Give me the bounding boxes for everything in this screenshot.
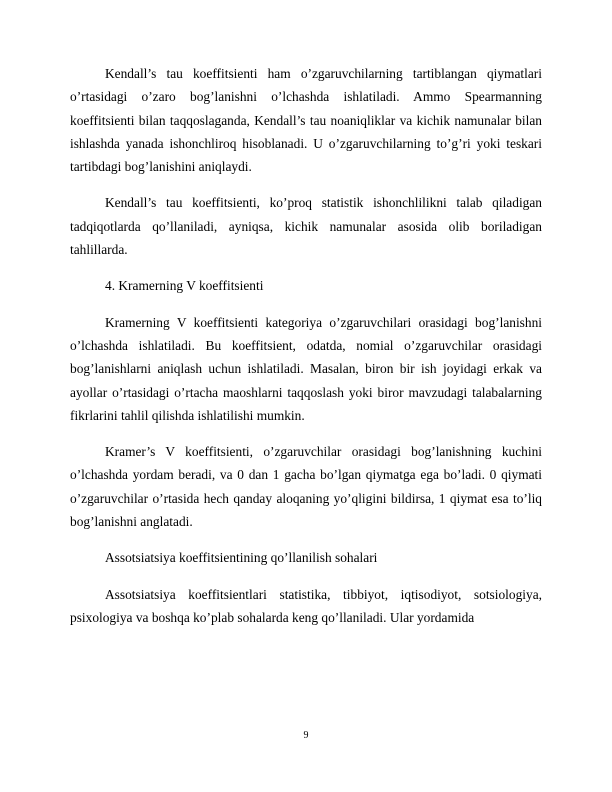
paragraph-kendall-tau-usage: Kendall’s tau koeffitsienti, ko’proq statistik ishonchlilikni talab qiladigan tadqiqotlarda qo’llaniladi, ayniqsa, kichik namunalar asosida olib boriladigan tahlillarda. — [70, 195, 542, 258]
document-page — [70, 62, 542, 642]
paragraph-association-applications: Assotsiatsiya koeffitsientlari statistika, tibbiyot, iqtisodiyot, sotsiologiya, psixologiya va boshqa ko’plab sohalarda keng qo’llaniladi. Ular yordamida — [70, 586, 542, 625]
page-number: 9 — [303, 730, 309, 741]
paragraph-kramer-v-intro: Kramerning V koeffitsienti kategoriya o’zgaruvchilari orasidagi bog’lanishni o’lchashda ishlatiladi. Bu koeffitsient, odatda, nomial o’zgaruvchilar orasidagi bog’lanishlarni aniqlash uchun ishlatiladi. Masalan, biron bir ish joyidagi erkak va ayollar o’rtasidagi o’rtacha maoshlarni taqqoslash yoki biror mavzudagi talabalarning fikrlarini tahlil qilishda ishlatilishi mumkin. — [70, 314, 542, 423]
heading-association-applications: Assotsiatsiya koeffitsientining qo’llanilish sohalari — [105, 550, 378, 566]
paragraph-kendall-tau-intro: Kendall’s tau koeffitsienti ham o’zgaruvchilarning tartiblangan qiymatlari o’rtasidagi o’zaro bog’lanishni o’lchashda ishlatiladi. Ammo Spearmanning koeffitsienti bilan taqqoslaganda, Kendall’s tau noaniqliklar va kichik namunalar bilan ishlashda yanada ishonchliroq hisoblanadi. U o’zgaruvchilarning to’g’ri yoki teskari tartibdagi bog’lanishini aniqlaydi. — [70, 66, 542, 175]
paragraph-kramer-v-range: Kramer’s V koeffitsienti, o’zgaruvchilar orasidagi bog’lanishning kuchini o’lchashda yordam beradi, va 0 dan 1 gacha bo’lgan qiymatga ega bo’ladi. 0 qiymati o’zgaruvchilar o’rtasida hech qanday aloqaning yo’qligini bildirsa, 1 qiymat esa to’liq bog’lanishni anglatadi. — [70, 444, 542, 530]
heading-kramer-v: 4. Kramerning V koeffitsienti — [105, 278, 264, 294]
